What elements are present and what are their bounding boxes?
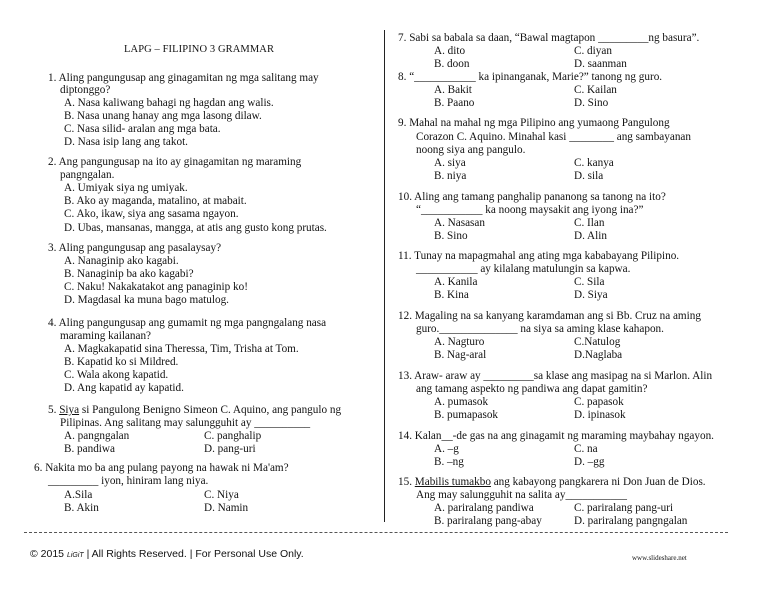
question-15-stem-text: ang kabayong pangkarera ni Don Juan de Dios. (490, 476, 706, 488)
question-3-choice-d: D. Magdasal ka muna bago matulog. (64, 294, 229, 306)
question-5-underlined-word: Siya (59, 404, 80, 416)
question-8-choice-c: C. Kailan (574, 84, 617, 96)
question-5-choice-d: D. pang-uri (204, 443, 256, 455)
question-14-choice-b: B. –ng (434, 456, 464, 468)
question-11-choice-c: C. Sila (574, 276, 605, 288)
footer-divider (24, 532, 728, 533)
question-10-stem-cont: “___________ ka noong maysakit ang iyong ina?” (416, 204, 644, 216)
question-7-choice-c: C. diyan (574, 45, 612, 57)
question-6-choice-d: D. Namin (204, 502, 249, 514)
footer-copyright (30, 548, 304, 562)
question-5-stem (48, 404, 341, 416)
question-12-stem-cont: guro.______________ na siya sa aming klase kahapon. (416, 323, 664, 335)
question-1-choice-d: D. Nasa isip lang ang takot. (64, 136, 188, 148)
page-title: LAPG – FILIPINO 3 GRAMMAR (124, 44, 275, 55)
question-13-choice-d: D. ipinasok (574, 409, 626, 421)
question-9-choice-b: B. niya (434, 170, 467, 182)
question-8-stem: 8. “___________ ka ipinanganak, Marie?” tanong ng guro. (398, 71, 663, 83)
question-5-choice-c: C. panghalip (204, 430, 262, 442)
brand-name: LiGiT (66, 552, 84, 559)
question-5-number: 5. (48, 404, 57, 416)
question-2-stem: 2. Ang pangungusap na ito ay ginagamitan ng maraming (48, 156, 302, 168)
question-12-choice-d: D.Naglaba (574, 349, 623, 361)
question-14-stem: 14. Kalan__-de gas na ang ginagamit ng maraming maybahay ngayon. (398, 430, 714, 442)
question-4-stem: 4. Aling pangungusap ang gumamit ng mga pangngalang nasa (48, 317, 327, 329)
question-15-stem (398, 476, 706, 488)
question-13-stem: 13. Araw- araw ay _________sa klase ang masipag na si Marlon. Alin (398, 370, 713, 382)
question-15-underlined-phrase: Mabilis tumakbo (414, 476, 491, 488)
question-11-stem: 11. Tunay na mapagmahal ang ating mga kababayang Pilipino. (398, 250, 680, 262)
question-3-choice-b: B. Nanaginip ba ako kagabi? (64, 268, 194, 280)
question-11-stem-cont: ___________ ay kilalang matulungin sa kapwa. (416, 263, 631, 275)
question-2-choice-b: B. Ako ay maganda, matalino, at mabait. (64, 195, 247, 207)
question-6-stem: 6. Nakita mo ba ang pulang payong na hawak ni Ma'am? (34, 462, 289, 474)
question-6-choice-c: C. Niya (204, 489, 239, 501)
question-4-stem-cont: maraming kailanan? (60, 330, 152, 342)
question-13-choice-b: B. pumapasok (434, 409, 499, 421)
question-10-choice-c: C. Ilan (574, 217, 605, 229)
question-10-choice-d: D. Alin (574, 230, 607, 242)
question-2-choice-d: D. Ubas, mansanas, mangga, at atis ang gusto kong prutas. (64, 222, 327, 234)
question-5-stem-cont: Pilipinas. Ang salitang may salungguhit ay __________ (60, 417, 311, 429)
rights-text: | All Rights Reserved. | For Personal Use Only. (86, 548, 304, 560)
question-5-choice-a: A. pangngalan (64, 430, 130, 442)
copyright-year: © 2015 (30, 548, 65, 560)
question-12-choice-c: C.Natulog (574, 336, 621, 348)
question-3-choice-c: C. Naku! Nakakatakot ang panaginip ko! (64, 281, 248, 293)
question-11-choice-b: B. Kina (434, 289, 469, 301)
question-2-stem-cont: pangngalan. (60, 169, 115, 181)
question-7-choice-d: D. saanman (574, 58, 627, 70)
question-15-choice-b: B. pariralang pang-abay (434, 515, 542, 527)
question-1-choice-a: A. Nasa kaliwang bahagi ng hagdan ang walis. (64, 97, 274, 109)
question-7-choice-a: A. dito (434, 45, 466, 57)
question-6-choice-a: A.Sila (64, 489, 93, 501)
question-9-choice-c: C. kanya (574, 157, 614, 169)
question-3-stem: 3. Aling pangungusap ang pasalaysay? (48, 242, 222, 254)
question-2-choice-c: C. Ako, ikaw, siya ang sasama ngayon. (64, 208, 239, 220)
question-9-stem-cont: Corazon C. Aquino. Minahal kasi ________ ang sambayanan (416, 131, 691, 143)
question-13-choice-c: C. papasok (574, 396, 624, 408)
question-4-choice-a: A. Magkakapatid sina Theressa, Tim, Trisha at Tom. (64, 343, 299, 355)
question-2-choice-a: A. Umiyak siya ng umiyak. (64, 182, 188, 194)
question-14-choice-d: D. –gg (574, 456, 605, 468)
question-10-choice-b: B. Sino (434, 230, 468, 242)
question-15-choice-d: D. pariralang pangngalan (574, 515, 688, 527)
question-9-choice-d: D. sila (574, 170, 604, 182)
question-11-choice-a: A. Kanila (434, 276, 478, 288)
question-15-number: 15. (398, 476, 412, 488)
question-11-choice-d: D. Siya (574, 289, 608, 301)
question-15-stem-cont: Ang may salungguhit na salita ay___________ (416, 489, 627, 501)
question-1-choice-b: B. Nasa unang hanay ang mga lasong dilaw. (64, 110, 262, 122)
question-15-choice-a: A. pariralang pandiwa (434, 502, 534, 514)
question-14-choice-a: A. –g (434, 443, 459, 455)
question-15-choice-c: C. pariralang pang-uri (574, 502, 674, 514)
question-6-stem-cont: _________ iyon, hiniram lang niya. (48, 475, 209, 487)
question-4-choice-b: B. Kapatid ko si Mildred. (64, 356, 179, 368)
question-12-choice-a: A. Nagturo (434, 336, 485, 348)
question-9-stem-cont-2: noong siya ang pangulo. (416, 144, 526, 156)
question-10-stem: 10. Aling ang tamang panghalip pananong sa tanong na ito? (398, 191, 666, 203)
question-6-choice-b: B. Akin (64, 502, 99, 514)
question-9-choice-a: A. siya (434, 157, 466, 169)
question-7-choice-b: B. doon (434, 58, 470, 70)
question-3-choice-a: A. Nanaginip ako kagabi. (64, 255, 179, 267)
question-13-choice-a: A. pumasok (434, 396, 489, 408)
question-5-stem-text: si Pangulong Benigno Simeon C. Aquino, ang pangulo ng (79, 404, 342, 416)
question-9-stem: 9. Mahal na mahal ng mga Pilipino ang yumaong Pangulong (398, 117, 670, 129)
question-5-choice-b: B. pandiwa (64, 443, 115, 455)
question-8-choice-b: B. Paano (434, 97, 475, 109)
question-13-stem-cont: ang tamang aspekto ng pandiwa ang dapat gamitin? (416, 383, 648, 395)
question-1-stem-cont: diptonggo? (60, 84, 111, 96)
question-14-choice-c: C. na (574, 443, 598, 455)
question-10-choice-a: A. Nasasan (434, 217, 485, 229)
question-12-stem: 12. Magaling na sa kanyang karamdaman ang si Bb. Cruz na aming (398, 310, 701, 322)
question-7-stem: 7. Sabi sa babala sa daan, “Bawal magtapon _________ng basura”. (398, 32, 700, 44)
question-4-choice-c: C. Wala akong kapatid. (64, 369, 169, 381)
question-4-choice-d: D. Ang kapatid ay kapatid. (64, 382, 184, 394)
footer-url: www.slideshare.net (632, 554, 687, 562)
question-1-stem: 1. Aling pangungusap ang ginagamitan ng mga salitang may (48, 72, 319, 84)
question-1-choice-c: C. Nasa silid- aralan ang mga bata. (64, 123, 221, 135)
question-8-choice-d: D. Sino (574, 97, 609, 109)
question-8-choice-a: A. Bakit (434, 84, 472, 96)
question-12-choice-b: B. Nag-aral (434, 349, 487, 361)
column-divider (384, 30, 385, 522)
